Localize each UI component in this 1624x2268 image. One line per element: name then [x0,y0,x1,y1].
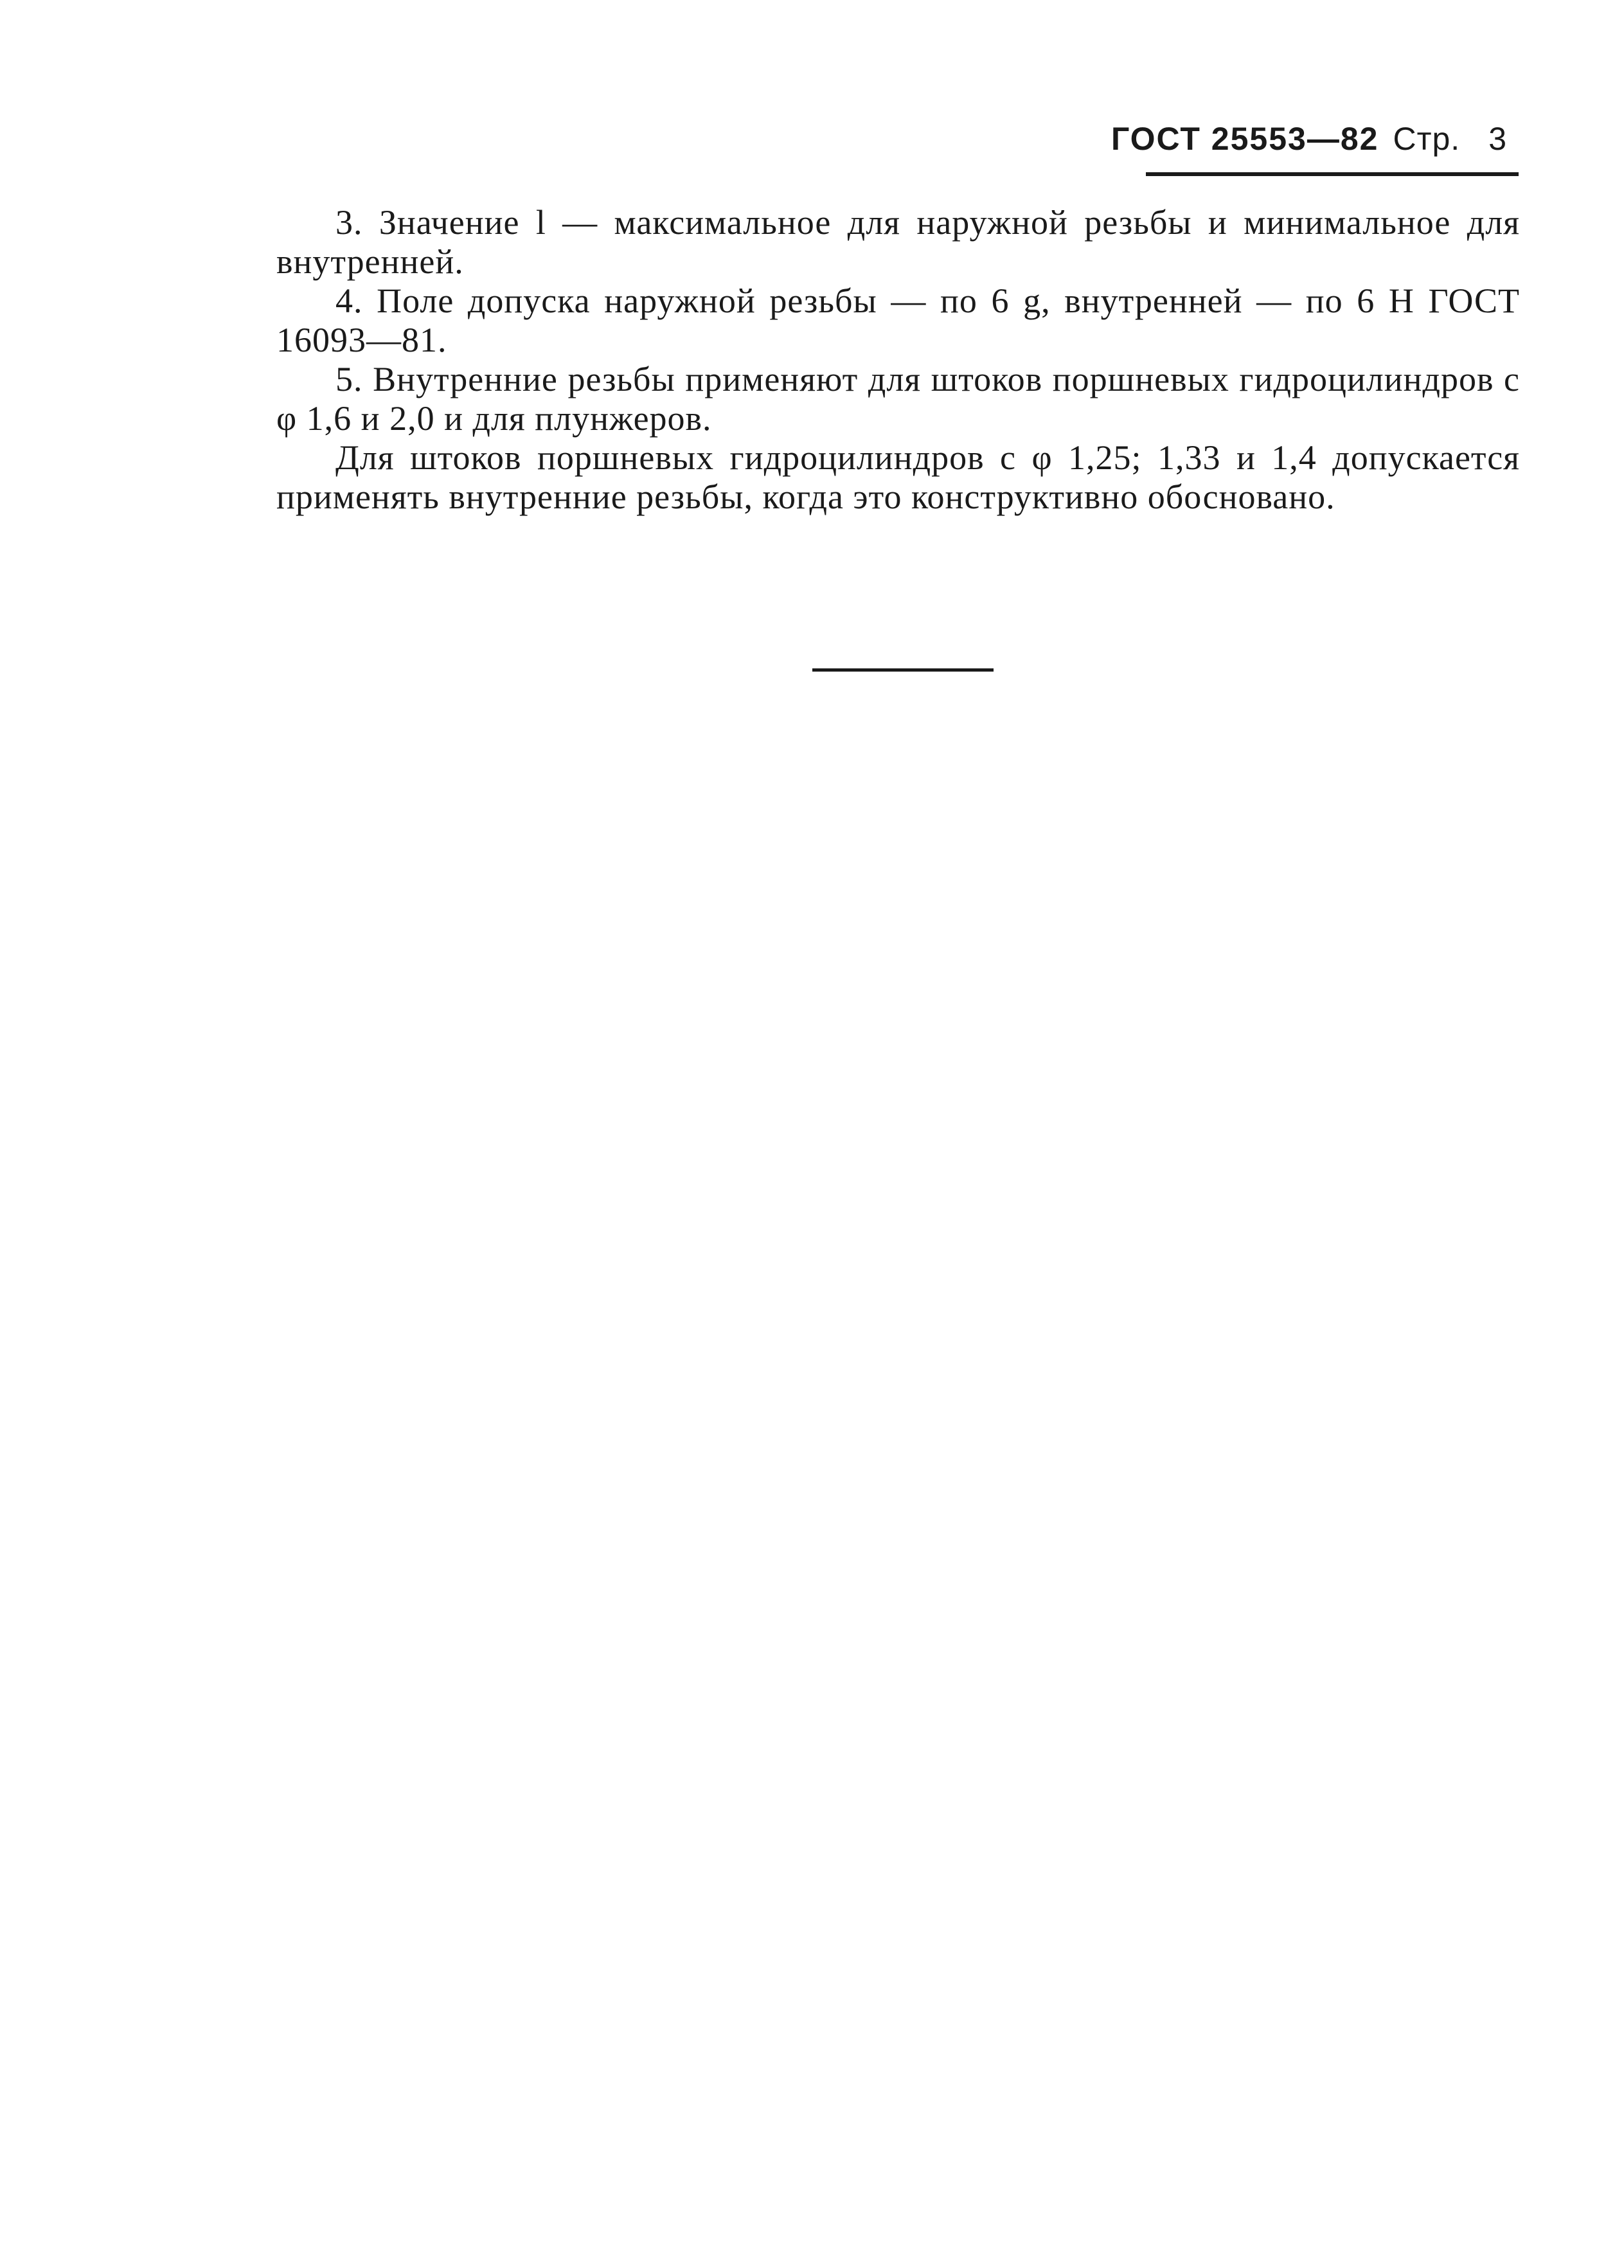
standard-number: ГОСТ 25553—82 [1111,121,1379,157]
page-label: Стр. [1393,121,1461,157]
document-body [276,203,1520,517]
page-number: 3 [1488,121,1507,157]
header-rule [1146,172,1519,176]
end-of-text-rule [812,668,994,672]
page-header [1111,120,1519,180]
header-text [1111,120,1507,158]
paragraph-note-3: 3. Значение l — максимальное для наружной резьбы и минимальное для внутренней. [276,203,1520,281]
paragraph-note-5: 5. Внутренние резьбы применяют для штоков поршневых гидроцилиндров с φ 1,6 и 2,0 и для плунжеров. [276,360,1520,438]
paragraph-note-5-continuation: Для штоков поршневых гидроцилиндров с φ 1,25; 1,33 и 1,4 допускается применять внутренние резьбы, когда это конструктивно обосновано. [276,438,1520,516]
paragraph-note-4: 4. Поле допуска наружной резьбы — по 6 g, внутренней — по 6 H ГОСТ 16093—81. [276,281,1520,359]
